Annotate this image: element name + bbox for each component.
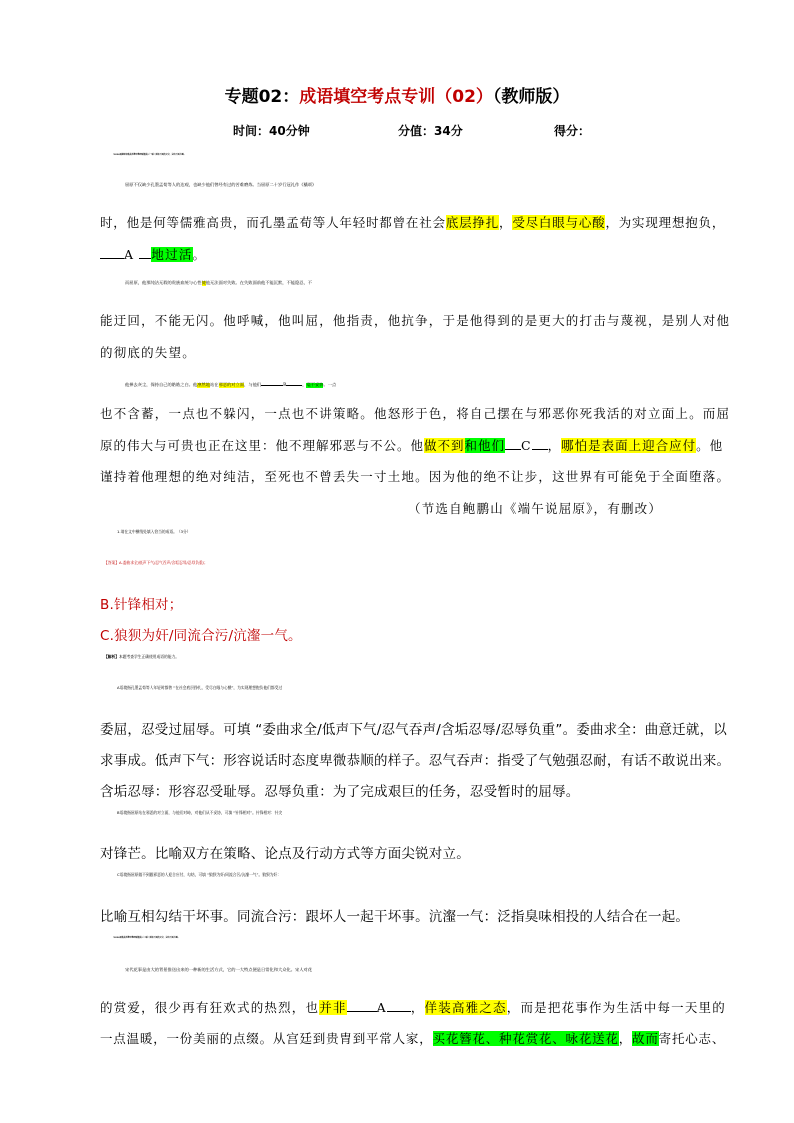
highlight: 使 <box>201 281 206 286</box>
title-prefix: 专题02： <box>224 87 300 107</box>
analysis-text: C语境指屈原做不到跟邪恶的人迎合应付，勾结，可填 “狼狈为奸/同流合污/沆瀣一气”。狼狈为奸： <box>117 873 281 877</box>
text-run: 原的伟大与可贵也正在这里：他不理解邪恶与不公。他 <box>100 438 425 453</box>
answer-b: B.针锋相对； <box>100 597 183 613</box>
highlight: 佯装高雅之态 <box>424 1000 507 1015</box>
text-run: ， <box>499 215 513 230</box>
title-main: 成语填空考点专训（02） <box>299 87 493 107</box>
time-label: 时间：40分钟 <box>233 124 310 138</box>
text-run: 时，他是何等儒雅高贵，而孔墨孟荀等人年轻时都曾在社会 <box>100 215 446 230</box>
text-run: 站在 <box>210 383 219 388</box>
passage1-line <box>100 213 730 231</box>
answer-blank <box>100 246 124 259</box>
passage1-line <box>100 245 730 263</box>
highlight: 故而 <box>632 1031 659 1046</box>
highlight: 买花簪花、种花赏花、咏花送花 <box>432 1031 619 1046</box>
question-text: 1.请在文中横线处填入恰当的成语。（3分） <box>117 530 191 534</box>
blank-label: B <box>283 383 287 388</box>
passage1-line <box>125 280 755 286</box>
text-run: 他无法面对失败。在失败面前他不能沉默，不能隐忍，不 <box>205 281 313 286</box>
analysis-intro: 本题考查学生正确使用成语的能力。 <box>119 655 180 659</box>
passage1-line: 也不含蓄，一点也不躲闪，一点也不讲策略。他怒形于色，将自己摆在与邪恶你死我活的对立面上。而屈 <box>100 406 731 421</box>
highlight: 毫不妥协 <box>306 383 324 388</box>
text-run: 。他 <box>696 438 724 453</box>
text-run: 的赏爱，很少再有狂欢式的热烈，也 <box>100 1000 320 1015</box>
analysis-text: 委屈，忍受过屈辱。可填 “委曲求全/低声下气/忍气吞声/含垢忍辱/忍辱负重”。委曲求全：曲意迁就，以 <box>100 722 727 738</box>
analysis-text: A语境指孔墨孟荀等人年轻时都曾 “在社会底层挣扎，受尽白眼与心酸”，为实现理想抱负他们都受过 <box>117 686 283 690</box>
blank-label: A <box>376 1000 387 1015</box>
passage2-line: 宋代花事是由大的背景推送出来的一种新的生活方式，它的一大特点便是日常化和大众化。宋人对花 <box>125 968 313 973</box>
answer-label: 【答案】 <box>104 561 120 565</box>
text-run: 一点温暖，一份美丽的点缀。从宫廷到贵胄到平常人家， <box>100 1031 433 1046</box>
passage2-line: 一点温暖，一份美丽的点缀。从宫廷到贵胄到平常人家，买花簪花、种花赏花、咏花送花，故而寄托心志、 <box>100 1031 726 1046</box>
analysis-label: 【解析】 <box>104 655 120 659</box>
passage1-line: 屈原不仅缺少孔墨孟荀等人的达观，也缺少他们曾经有过的苦难磨炼。当屈原二十岁行冠礼作《橘颂》 <box>125 183 317 188</box>
highlight: 地过活 <box>151 247 193 262</box>
answer-blank <box>532 437 548 450</box>
passage1-source: （2024届湖南省新高考教学教研联盟高三一联）阅读下面的文字，完成下面小题。 <box>112 154 186 156</box>
highlight: 凛然地 <box>197 383 211 388</box>
text-run: ，而是把花事作为生活中每一天里的 <box>506 1000 726 1015</box>
got-label: 得分： <box>554 124 591 138</box>
score-label: 分值：34分 <box>398 124 463 138</box>
page-title <box>0 82 794 107</box>
text-run: 而屈原，他那纯洁无瑕的贵族血统与心性 <box>125 281 202 286</box>
answer-line <box>104 561 734 566</box>
passage1-line: 的彻底的失望。 <box>100 345 196 360</box>
answer-c: C.狼狈为奸/同流合污/沆瀣一气。 <box>100 628 302 644</box>
passage1-line: 原的伟大与可贵也正在这里：他不理解邪恶与不公。他做不到和他们 C ，哪怕是表面上迎合应付。他 <box>100 438 724 453</box>
text-run: ，与他们 <box>244 383 262 388</box>
blank-label: C <box>521 438 532 453</box>
answer-blank <box>505 437 521 450</box>
analysis-text: 含垢忍辱：形容忍受耻辱。忍辱负重：为了完成艰巨的任务，忍受暂时的屈辱。 <box>100 784 580 800</box>
answer-blank <box>347 999 377 1012</box>
text-run: 。 <box>192 247 207 262</box>
answer-blank <box>286 373 302 386</box>
answer-blank <box>261 373 283 386</box>
analysis-text: 对锋芒。比喻双方在策略、论点及行动方式等方面尖锐对立。 <box>100 846 470 862</box>
analysis-line <box>104 655 734 660</box>
title-suffix: （教师版） <box>492 87 570 107</box>
text-run: 。一点 <box>323 383 337 388</box>
blank-label: A <box>124 247 135 262</box>
highlight: 受尽白眼与心酸 <box>512 215 606 230</box>
highlight: 底层挣扎 <box>445 215 500 230</box>
analysis-text: 比喻互相勾结干坏事。同流合污：跟坏人一起干坏事。沆瀣一气：泛指臭味相投的人结合在一起。 <box>100 909 690 925</box>
answer-blank <box>139 246 151 259</box>
passage2-line: 的赏爱，很少再有狂欢式的热烈，也并非 A ，佯装高雅之态，而是把花事作为生活中每一天里的 <box>100 1000 726 1015</box>
text-run: 他掸去灰尘，保持自己的皓皓之白。他 <box>125 383 198 388</box>
passage1-line: 他掸去灰尘，保持自己的皓皓之白。他凛然地站在邪恶的对立面，与他们 B ，毫不妥协。一点 <box>125 373 755 388</box>
passage2-source: （2024届新高考教学教研联盟高三二联）阅读下面的文字，完成下面小题。 <box>112 937 180 939</box>
highlight: 哪怕是表面上迎合应付 <box>561 438 697 453</box>
analysis-text: 求事成。低声下气：形容说话时态度卑微恭顺的样子。忍气吞声：指受了气勉强忍耐，有话不敢说出来。 <box>100 753 731 769</box>
text-run: 寄托心志、 <box>658 1031 726 1046</box>
analysis-text: B语境指屈原站在邪恶的对立面，与他们对峙，对他们从不妥协，可填 “针锋相对”。针锋相对：针尖 <box>117 811 283 815</box>
text-run: ，为实现理想抱负， <box>605 215 726 230</box>
highlight: 邪恶的对立面 <box>218 383 245 388</box>
highlight: 做不到 <box>424 438 465 453</box>
highlight: 并非 <box>319 1000 347 1015</box>
answer-a: A.委曲求全/低声下气/忍气吞声/含垢忍辱/忍辱负重/； <box>119 561 208 565</box>
highlight: 和他们 <box>464 438 506 453</box>
citation: （节选自鲍鹏山《端午说屈原》，有删改） <box>408 501 663 516</box>
passage1-line: 谨持着他理想的绝对纯洁，至死也不曾丢失一寸土地。因为他的绝不让步，这世界有可能免于全面堕落。 <box>100 469 731 484</box>
answer-blank <box>387 999 411 1012</box>
passage1-line: 能迂回，不能无闪。他呼喊，他叫屈，他指责，他抗争，于是他得到的是更大的打击与蔑视，是别人对他 <box>100 313 731 328</box>
